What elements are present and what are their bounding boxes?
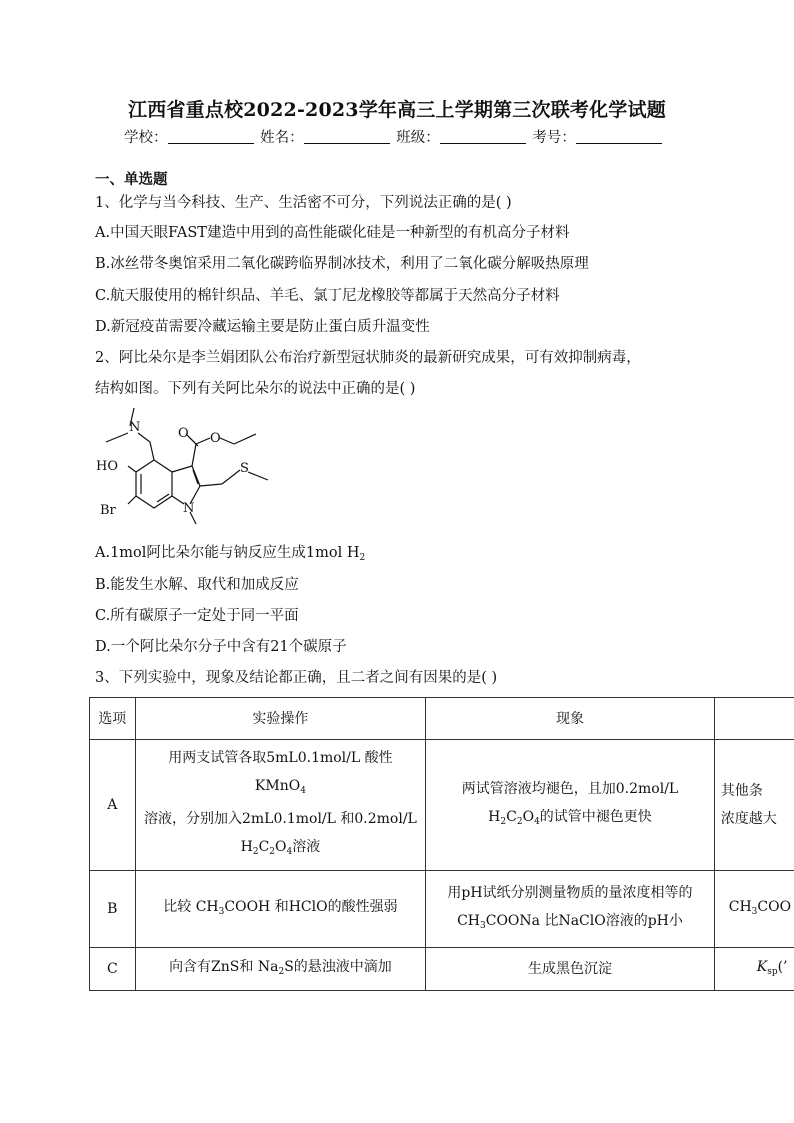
q2-option-b: B.能发生水解、取代和加成反应 — [95, 577, 299, 593]
row-a-operation: 用两支试管各取5mL0.1mol/L 酸性 KMnO$_4$ 溶液，分别加入2mL0.1mol/L 和0.2mol/L $H_2C_2O_4$溶液 — [135, 740, 426, 871]
row-c-phenomenon: 生成黑色沉淀 — [426, 948, 715, 991]
section-heading: 一、单选题 — [95, 171, 168, 188]
q3-table — [89, 697, 794, 991]
row-c-conclusion: $K_{sp}$(’ — [714, 948, 794, 991]
exam-number-blank[interactable] — [576, 128, 662, 144]
q3-stem: 3、下列实验中，现象及结论都正确，且二者之间有因果的是( ) — [95, 670, 498, 686]
q1-stem: 1、化学与当今科技、生产、生活密不可分，下列说法正确的是( ) — [95, 195, 512, 211]
q1-option-c: C.航天服使用的棉针织品、羊毛、氯丁尼龙橡胶等都属于天然高分子材料 — [95, 288, 560, 304]
header-conclusion — [714, 698, 794, 740]
row-b-operation: 比较 $CH_3COOH$ 和HClO的酸性强弱 — [135, 871, 426, 948]
exam-number-label: 考号： — [532, 130, 576, 146]
table-header-row — [90, 698, 794, 740]
header-option: 选项 — [90, 698, 136, 740]
name-blank[interactable] — [304, 128, 390, 144]
mol-label-br: Br — [100, 503, 116, 518]
q1-option-d: D.新冠疫苗需要冷藏运输主要是防止蛋白质升温变性 — [95, 319, 430, 335]
row-b-label: B — [90, 871, 136, 948]
row-a-conclusion: 其他条 浓度越大 — [714, 740, 794, 871]
mol-label-n-ring: N — [183, 501, 195, 516]
mol-label-o-ester: O — [210, 431, 221, 446]
school-label: 学校： — [124, 130, 168, 146]
row-c-label: C — [90, 948, 136, 991]
row-b-conclusion: $CH_3COO$ — [714, 871, 794, 948]
row-a-label: A — [90, 740, 136, 871]
mol-label-s: S — [240, 461, 249, 476]
header-phenomenon: 现象 — [426, 698, 715, 740]
q2-option-c: C.所有碳原子一定处于同一平面 — [95, 608, 299, 624]
mol-label-n-top: N — [129, 420, 141, 435]
arbidol-structure-diagram — [92, 400, 292, 534]
q2-stem-line2: 结构如图。下列有关阿比朵尔的说法中正确的是( ) — [95, 381, 416, 397]
row-b-phenomenon: 用pH试纸分别测量物质的量浓度相等的 $CH_3COONa$ 比NaClO溶液的pH小 — [426, 871, 715, 948]
row-c-operation: 向含有ZnS和 $Na_2S$的悬浊液中滴加 — [135, 948, 426, 991]
header-operation: 实验操作 — [135, 698, 426, 740]
q2-option-d: D.一个阿比朵尔分子中含有21个碳原子 — [95, 639, 347, 655]
mol-label-ho: HO — [96, 459, 118, 474]
q2-option-a: A.1mol阿比朵尔能与钠反应生成1mol $H_2$ — [95, 545, 366, 563]
name-label: 姓名： — [260, 130, 304, 146]
student-info-line — [124, 126, 664, 147]
table-row-a — [90, 740, 794, 871]
q1-option-a: A.中国天眼FAST建造中用到的高性能碳化硅是一种新型的有机高分子材料 — [95, 225, 570, 241]
row-a-phenomenon: 两试管溶液均褪色，且加0.2mol/L $H_2C_2O_4$的试管中褪色更快 — [426, 740, 715, 871]
q1-option-b: B.冰丝带冬奥馆采用二氧化碳跨临界制冰技术，利用了二氧化碳分解吸热原理 — [95, 256, 589, 272]
exam-title: 江西省重点校2022-2023学年高三上学期第三次联考化学试题 — [128, 99, 666, 121]
school-blank[interactable] — [168, 128, 254, 144]
class-label: 班级： — [396, 130, 440, 146]
table-row-c — [90, 948, 794, 991]
mol-label-o-carbonyl: O — [178, 426, 189, 441]
class-blank[interactable] — [440, 128, 526, 144]
table-row-b — [90, 871, 794, 948]
q2-stem-line1: 2、阿比朵尔是李兰娟团队公布治疗新型冠状肺炎的最新研究成果，可有效抑制病毒， — [95, 350, 641, 366]
